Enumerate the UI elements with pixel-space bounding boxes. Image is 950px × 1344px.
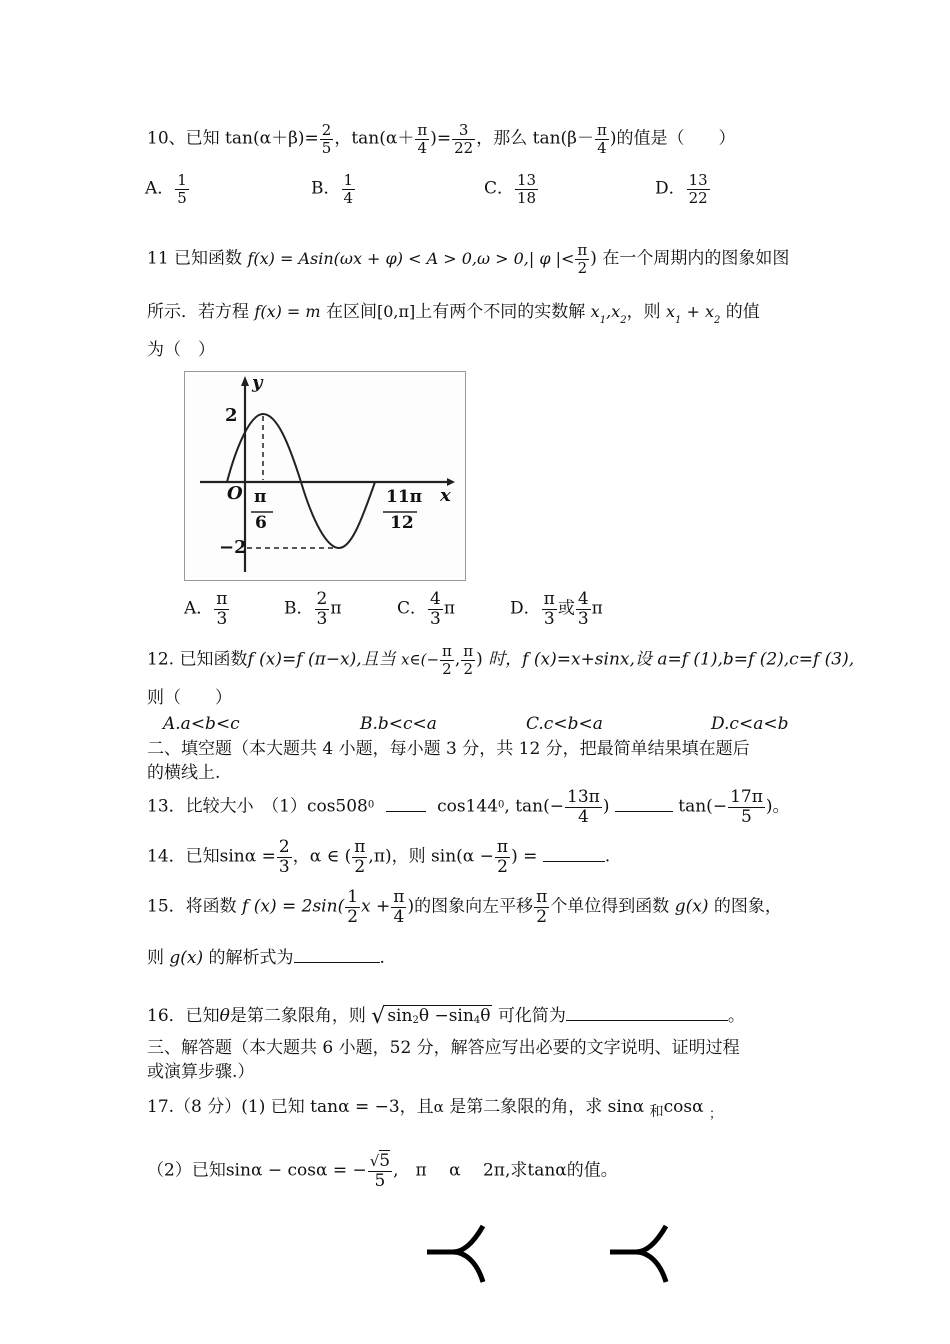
fraction: $\frac{\pi}{2}$ [442, 642, 452, 678]
fraction: $\frac{\pi}{2}$ [536, 887, 548, 927]
q11-text: ，则 [626, 302, 661, 322]
q16-text: 。 [727, 1006, 745, 1026]
y-axis-arrow [241, 376, 249, 386]
q15-formula: f (x) = 2sin( [242, 896, 345, 917]
q13-line [147, 788, 790, 826]
fraction: $\frac{\pi}{4}$ [596, 121, 607, 157]
answer-blank[interactable] [615, 799, 673, 812]
q17-text: 的值。 [566, 1160, 618, 1181]
q17-formula: sinα − cosα = − [225, 1160, 367, 1181]
fraction: $\frac{4}{3}$ [577, 589, 589, 629]
fraction: $\frac{\pi}{2}$ [354, 837, 366, 877]
section2-heading-cont: 的横线上. [147, 763, 221, 783]
bracket-glyph-1 [425, 1222, 495, 1286]
q17-formula: tanα = −3 [310, 1097, 400, 1117]
q10-prefix: 10、已知 tan(α＋β)= [147, 128, 319, 149]
option-label: B． [311, 178, 341, 199]
section3-heading: 三、解答题（本大题共 6 小题，52 分，解答应写出必要的文字说明、证明过程 [147, 1038, 740, 1058]
q11-sum: $x_1 + x_2$ [665, 302, 721, 326]
q14-text: ,π)，则 [368, 846, 426, 867]
answer-blank[interactable] [386, 799, 426, 812]
q15-text: 15．将函数 [147, 896, 237, 917]
q17-formula: tanα [527, 1160, 567, 1181]
q17-text: 17.（8 分）(1) 已知 [147, 1097, 305, 1117]
q17-text: 是第二象限的角，求 [449, 1097, 603, 1117]
q12-option-c: C.c<b<a [526, 714, 603, 734]
q10-option-c [484, 172, 539, 206]
q17-text: （2）已知 [147, 1160, 226, 1181]
fraction: $\frac{2}{3}$ [316, 589, 328, 629]
q10-option-a [145, 172, 190, 206]
q15-text: ) [407, 896, 415, 917]
q12-text: , [454, 649, 461, 670]
q15-text: 则 [147, 948, 164, 968]
q11-line1 [147, 242, 789, 276]
q16-text: 是第二象限角，则 [229, 1006, 366, 1026]
theta: θ [219, 1006, 230, 1026]
q13-text: 13．比较大小 （1）cos508 [147, 796, 368, 817]
q15-formula: g(x) [674, 896, 709, 917]
q10-text: ，那么 tan(β－ [476, 128, 594, 149]
q10-text: )的值是（ ） [609, 128, 736, 149]
q13-text: , tan(− [504, 796, 564, 817]
option-label: B． [284, 598, 314, 619]
q11-text: 在区间 [326, 302, 377, 322]
fraction: $\frac{13}{22}$ [688, 171, 708, 207]
fraction: $\frac{\pi}{3}$ [216, 589, 228, 629]
q17-part2 [147, 1152, 618, 1190]
fraction: $\frac{\pi}{2}$ [463, 642, 474, 678]
q11-text: 的值 [725, 302, 760, 322]
q13-text: tan(− [678, 796, 728, 817]
q12-formula: 时，f (x)=x+sinx,设 a=f (1),b=f (2),c=f (3), [488, 649, 855, 670]
tick-11pi-12-num: 11π [386, 487, 423, 507]
q10-text: )= [430, 128, 452, 149]
option-label: D． [655, 178, 686, 199]
q14-formula: sinα = [219, 846, 276, 867]
q13-text: )。 [765, 796, 790, 817]
q17-text: 求 [510, 1160, 528, 1181]
sine-graph [184, 371, 466, 581]
fraction: $\frac{17\pi}{5}$ [730, 787, 763, 827]
q12-domain: x∈(− [401, 650, 440, 669]
option-label: A． [184, 598, 214, 619]
q17-text: ； [709, 1107, 723, 1122]
q12-formula: f (x)=f (π−x),且当 [247, 649, 396, 670]
q15-formula: g(x) [169, 948, 204, 968]
q12-option-a: A.a<b<c [163, 714, 240, 734]
q13-text: ) [602, 796, 610, 817]
rad-text: θ [480, 1006, 491, 1026]
tick-pi-6-den: 6 [255, 513, 267, 533]
degree: 0 [498, 799, 505, 811]
q11-line3: 为（ ） [147, 340, 215, 360]
q15-line1 [147, 888, 782, 926]
q16-line [147, 1005, 745, 1028]
answer-blank[interactable] [294, 950, 380, 963]
q11-prefix: 11 已知函数 [147, 248, 243, 269]
fraction: $\frac{\pi}{3}$ [543, 589, 555, 629]
q15-text: 个单位得到函数 [550, 896, 670, 917]
fraction: $\frac{2}{5}$ [321, 121, 332, 157]
q11-text: 上有两个不同的实数解 [415, 302, 586, 322]
fraction: $\frac{13\pi}{4}$ [567, 787, 600, 827]
fraction: $\frac{\pi}{2}$ [496, 837, 509, 877]
q17-text: , π α 2π, [393, 1160, 511, 1181]
q14-text: ) = [511, 846, 538, 867]
rad-text: sin [387, 1006, 413, 1026]
tick-11pi-12-den: 12 [390, 513, 414, 533]
q14-text: . [604, 846, 611, 867]
fraction: $\frac{1}{5}$ [177, 171, 187, 207]
tick-pi-6-num: π [254, 487, 267, 507]
q15-text: . [379, 948, 385, 968]
q12-option-b: B.b<c<a [360, 714, 437, 734]
degree: 0 [367, 799, 375, 811]
q11-text: ) 在一个周期内的图象如图 [590, 248, 790, 269]
option-or: 或 [557, 598, 575, 619]
section2-heading: 二、填空题（本大题共 4 小题，每小题 3 分，共 12 分，把最简单结果填在题后 [147, 739, 750, 759]
fraction: $\frac{\pi}{4}$ [417, 121, 428, 157]
den: 5 [368, 1171, 392, 1191]
q12-text: 12. 已知函数 [147, 649, 248, 670]
option-label: C． [397, 598, 428, 619]
q14-text: 14．已知 [147, 846, 220, 867]
sqrt-num: 5 [379, 1151, 391, 1171]
option-tail: π [443, 598, 456, 619]
option-tail: π [330, 598, 342, 619]
fraction: $\frac{\pi}{2}$ [577, 241, 588, 277]
sqrt-expression: √ $\sin_2\theta -\sin_4\theta$ [371, 1004, 491, 1029]
q16-text: 16．已知 [147, 1006, 220, 1026]
q16-text: 可化简为 [497, 1006, 566, 1026]
option-label: D． [510, 598, 541, 619]
q12-line1 [147, 643, 854, 677]
q11-formula: f(x) = Asin(ωx + φ) < A > 0,ω > 0,| φ |< [247, 249, 575, 268]
q11-option-b [284, 590, 342, 628]
rad-text: θ −sin [418, 1006, 474, 1026]
q11-text: 所示．若方程 [147, 302, 249, 322]
fraction: $\frac{√5}{5}$ [369, 1151, 391, 1191]
q11-option-c [397, 590, 455, 628]
q15-formula: x + [361, 896, 391, 917]
option-label: A． [145, 178, 175, 199]
rad-exp: 4 [473, 1015, 481, 1026]
y-max-label: 2 [225, 405, 238, 426]
q13-text: cos144 [437, 796, 499, 817]
fraction: $\frac{2}{3}$ [278, 837, 290, 877]
origin-label: O [227, 483, 243, 504]
q11-equation: f(x) = m [254, 302, 321, 321]
y-axis-label: y [252, 372, 263, 393]
option-label: C． [484, 178, 515, 199]
q17-text: ，且 [399, 1097, 434, 1117]
section3-heading-cont: 或演算步骤.） [147, 1062, 255, 1082]
q15-line2 [147, 950, 385, 967]
q12-option-d: D.c<a<b [711, 714, 789, 734]
answer-blank[interactable] [543, 849, 605, 862]
q11-interval: [0,π] [377, 302, 416, 321]
fraction: $\frac{4}{3}$ [430, 589, 441, 629]
fraction: $\frac{\pi}{4}$ [393, 887, 405, 927]
rad-exp: 2 [412, 1015, 419, 1026]
q10-option-d [655, 172, 711, 206]
q11-x1: $x_1,x_2$ [590, 302, 627, 326]
q17-formula: cosα [663, 1097, 704, 1117]
fraction: $\frac{1}{2}$ [347, 887, 359, 927]
answer-blank[interactable] [566, 1008, 728, 1021]
q15-text: 的图象向左平移 [414, 896, 534, 917]
y-min-label: −2 [219, 537, 247, 558]
fraction: $\frac{13}{18}$ [517, 171, 537, 207]
q14-line [147, 838, 610, 876]
q17-text: 和 [649, 1104, 664, 1120]
q12-line2: 则（ ） [147, 688, 232, 708]
q14-formula: sin(α − [431, 846, 494, 867]
fraction: $\frac{1}{4}$ [343, 171, 354, 207]
q11-option-a [184, 590, 230, 628]
bracket-glyph-2 [608, 1222, 678, 1286]
option-tail: π [591, 598, 603, 619]
q10-option-b [311, 172, 356, 206]
q17-formula: sinα [607, 1097, 645, 1117]
q15-text: 的图象， [713, 896, 782, 917]
q12-text: ) [476, 649, 483, 670]
q10-text: ，tan(α＋ [334, 128, 415, 149]
q10-line [147, 122, 735, 156]
q17-part1 [147, 1099, 722, 1121]
q11-option-d [510, 590, 603, 628]
q17-alpha: α [433, 1098, 444, 1116]
q11-line2 [147, 304, 760, 326]
fraction: $\frac{3}{22}$ [454, 121, 474, 157]
x-axis-label: x [440, 485, 451, 506]
q14-text: ，α ∈ ( [292, 846, 352, 867]
q15-text: 的解析式为 [208, 948, 294, 968]
